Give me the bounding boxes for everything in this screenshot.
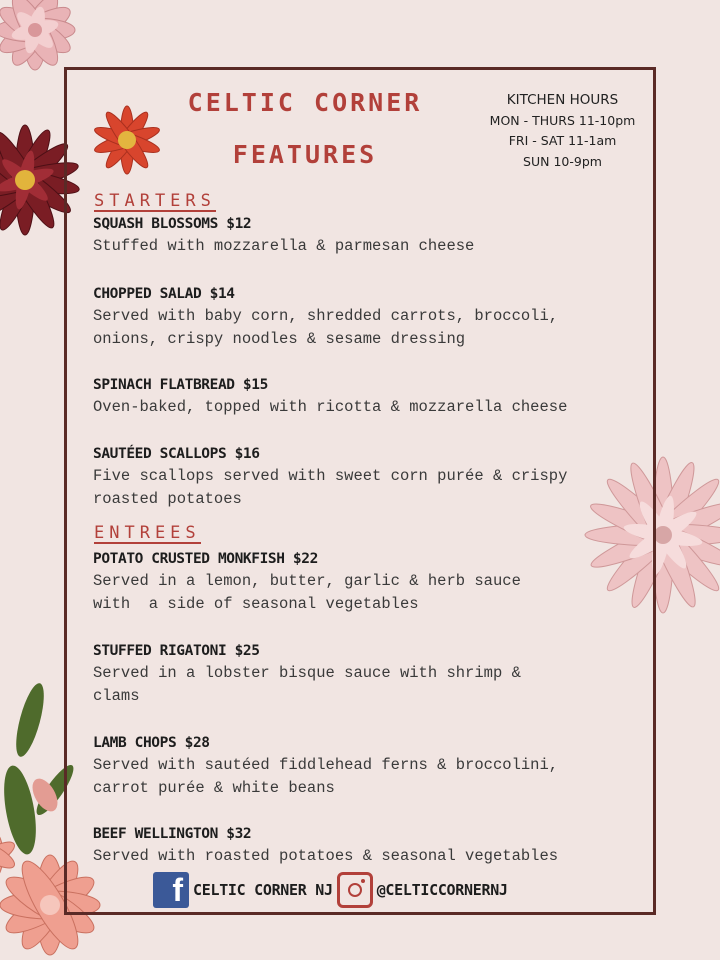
- menu-item-desc: Five scallops served with sweet corn purée & crispy: [93, 467, 568, 485]
- instagram-handle[interactable]: @CELTICCORNERNJ: [376, 881, 508, 899]
- instagram-dot: [361, 879, 365, 883]
- menu-item-desc: roasted potatoes: [93, 490, 242, 508]
- social-footer: [153, 870, 512, 910]
- menu-item-name: SPINACH FLATBREAD $15: [93, 377, 268, 393]
- menu-item-name: CHOPPED SALAD $14: [93, 286, 235, 302]
- starters-heading: STARTERS: [94, 191, 216, 211]
- menu-item-desc: Stuffed with mozzarella & parmesan cheese: [93, 237, 475, 255]
- menu-item-desc: Served with sautéed fiddlehead ferns & broccolini,: [93, 756, 559, 774]
- menu-item-desc: Served with baby corn, shredded carrots, broccoli,: [93, 307, 559, 325]
- menu-item-desc: onions, crispy noodles & sesame dressing: [93, 330, 466, 348]
- menu-item-name: SAUTÉED SCALLOPS $16: [93, 446, 260, 462]
- menu-item: [93, 443, 643, 511]
- menu-item-desc: Served with roasted potatoes & seasonal vegetables: [93, 847, 559, 865]
- menu-item: [93, 283, 643, 351]
- menu-item-desc: Served in a lobster bisque sauce with shrimp &: [93, 664, 521, 682]
- kitchen-hours-line: MON - THURS 11-10pm: [489, 112, 636, 128]
- menu-item: [93, 374, 643, 419]
- menu-item-name: POTATO CRUSTED MONKFISH $22: [93, 551, 318, 567]
- menu-item-desc: clams: [93, 687, 140, 705]
- facebook-icon[interactable]: f: [153, 872, 189, 908]
- menu-item-desc: with a side of seasonal vegetables: [93, 595, 419, 613]
- menu-item-name: BEEF WELLINGTON $32: [93, 826, 252, 842]
- menu-item: [93, 823, 643, 868]
- menu-item-desc: Oven-baked, topped with ricotta & mozzarella cheese: [93, 398, 568, 416]
- menu-item: [93, 640, 643, 708]
- kitchen-hours: [470, 90, 655, 172]
- menu-item-name: STUFFED RIGATONI $25: [93, 643, 260, 659]
- menu-item-name: SQUASH BLOSSOMS $12: [93, 216, 252, 232]
- menu-item-name: LAMB CHOPS $28: [93, 735, 210, 751]
- menu-item: [93, 732, 643, 800]
- kitchen-hours-line: SUN 10-9pm: [523, 153, 602, 169]
- instagram-icon[interactable]: [337, 872, 373, 908]
- menu-item-desc: Served in a lemon, butter, garlic & herb sauce: [93, 572, 521, 590]
- menu-item: [93, 548, 643, 616]
- restaurant-title: CELTIC CORNER: [187, 88, 423, 117]
- facebook-handle[interactable]: CELTIC CORNER NJ: [193, 881, 333, 899]
- menu-subtitle: FEATURES: [232, 140, 378, 169]
- menu-item-desc: carrot purée & white beans: [93, 779, 335, 797]
- entrees-heading: ENTREES: [94, 523, 201, 543]
- instagram-ring: [348, 883, 362, 897]
- menu-item: [93, 213, 643, 258]
- kitchen-hours-line: FRI - SAT 11-1am: [508, 133, 617, 148]
- kitchen-hours-heading: KITCHEN HOURS: [506, 92, 619, 108]
